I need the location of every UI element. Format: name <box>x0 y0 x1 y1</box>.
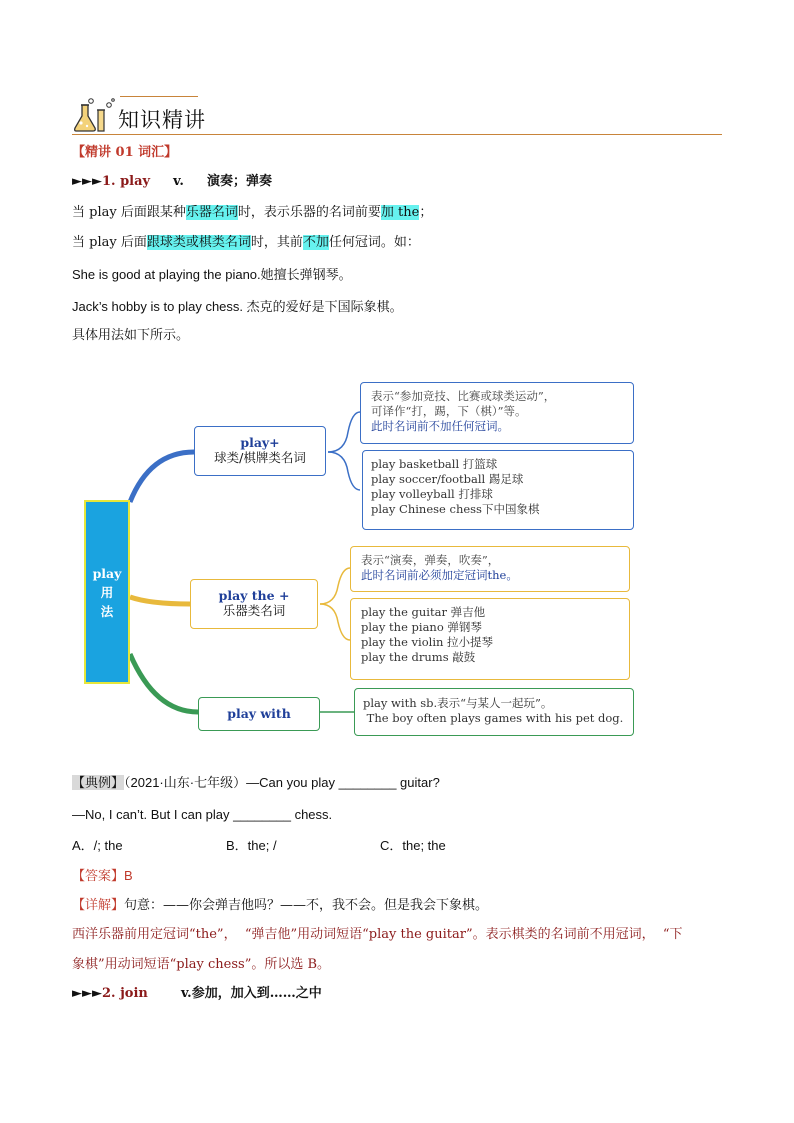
explanation-line2: 西洋乐器前用定冠词“the”， “弹吉他”用动词短语“play the guitar”。表示棋类的名词前不用冠词， “下 <box>72 927 683 942</box>
flask-icon <box>72 96 116 134</box>
branch1-examples <box>362 450 634 530</box>
branch3-connector <box>130 654 198 712</box>
item1-meaning: 演奏；弹奏 <box>207 174 273 189</box>
question-text: —No, I can’t. But I can play ________ chess. <box>72 807 333 822</box>
explanation-line1: 【详解】句意：——你会弹吉他吗？——不，我不会。但是我会下象棋。 <box>72 898 489 913</box>
item1-title: 1. play <box>102 174 151 189</box>
section-title: 知识精讲 <box>118 108 206 132</box>
explanation-line3: 象棋”用动词短语“play chess”。所以选 B。 <box>72 957 331 972</box>
header-rule-top <box>120 96 198 97</box>
answer-value: B <box>124 868 133 883</box>
branch2-description: 表示“演奏，弹奏，吹奏”， 此时名词前必须加定冠词the。 <box>350 546 630 592</box>
highlight-no-article: 不加 <box>302 235 329 250</box>
branch2-examples <box>350 598 630 680</box>
example-question-line1 <box>72 774 440 792</box>
option-c: C．the; the <box>380 838 446 853</box>
usage-intro: 具体用法如下所示。 <box>72 328 190 343</box>
example-source: （2021·山东·七年级） <box>124 775 247 790</box>
list-item: play the guitar 弹吉他 <box>361 605 486 619</box>
list-item: play the violin 拉小提琴 <box>361 635 494 649</box>
branch1-description: 表示“参加竞技、比赛或球类运动”， 可译作“打，踢，下（棋）”等。 此时名词前不加任何冠词。 <box>360 382 634 444</box>
highlight-instrument-noun: 乐器名词 <box>185 205 238 220</box>
rule-instrument: 当 play 后面跟某种乐器名词时，表示乐器的名词前要加 the； <box>72 205 433 220</box>
item2-meaning: v.参加，加入到……之中 <box>180 986 322 1001</box>
section-label: 【精讲 01 词汇】 <box>72 145 178 160</box>
triangle-markers-icon: ►►► <box>72 986 102 1001</box>
branch2-connector <box>130 597 190 604</box>
item1-heading <box>72 173 272 191</box>
item1-pos: v. <box>173 174 184 189</box>
list-item: play volleyball 打排球 <box>371 487 493 501</box>
branch1-connector <box>130 452 194 502</box>
list-item: play the drums 敲鼓 <box>361 650 476 664</box>
item2-heading <box>72 985 322 1003</box>
highlight-ball-chess-noun: 跟球类或棋类名词 <box>146 235 251 250</box>
branch2-node: play the + 乐器类名词 <box>190 579 318 629</box>
answer-line <box>72 867 133 886</box>
branch3-description: play with sb.表示“与某人一起玩”。 The boy often plays games with his pet dog. <box>354 688 634 736</box>
rule-ball-chess: 当 play 后面跟球类或棋类名词时，其前不加任何冠词。如： <box>72 235 420 250</box>
triangle-markers-icon: ►►► <box>72 174 102 189</box>
header-rule-bottom <box>72 134 722 135</box>
branch3-node: play with <box>198 697 320 731</box>
mindmap-root: play 用 法 <box>84 500 130 684</box>
example-tag: 【典例】 <box>72 775 125 790</box>
highlight-add-the: 加 the <box>380 205 420 220</box>
list-item: play the piano 弹钢琴 <box>361 620 482 634</box>
branch1-node: play+ 球类/棋牌类名词 <box>194 426 326 476</box>
example-sentence: Jack’s hobby is to play chess. 杰克的爱好是下国际象棋。 <box>72 299 403 314</box>
list-item: play basketball 打篮球 <box>371 457 498 471</box>
list-item: play soccer/football 踢足球 <box>371 472 524 486</box>
item2-title: 2. join <box>102 986 148 1001</box>
option-b: B．the; / <box>226 838 277 853</box>
list-item: play Chinese chess下中国象棋 <box>371 502 540 516</box>
answer-tag: 【答案】 <box>72 869 125 884</box>
explanation-tag: 【详解】 <box>72 898 125 913</box>
example-sentence: She is good at playing the piano.她擅长弹钢琴。 <box>72 267 352 282</box>
option-a: A．/; the <box>72 838 123 853</box>
question-text: —Can you play ________ guitar? <box>246 775 440 790</box>
